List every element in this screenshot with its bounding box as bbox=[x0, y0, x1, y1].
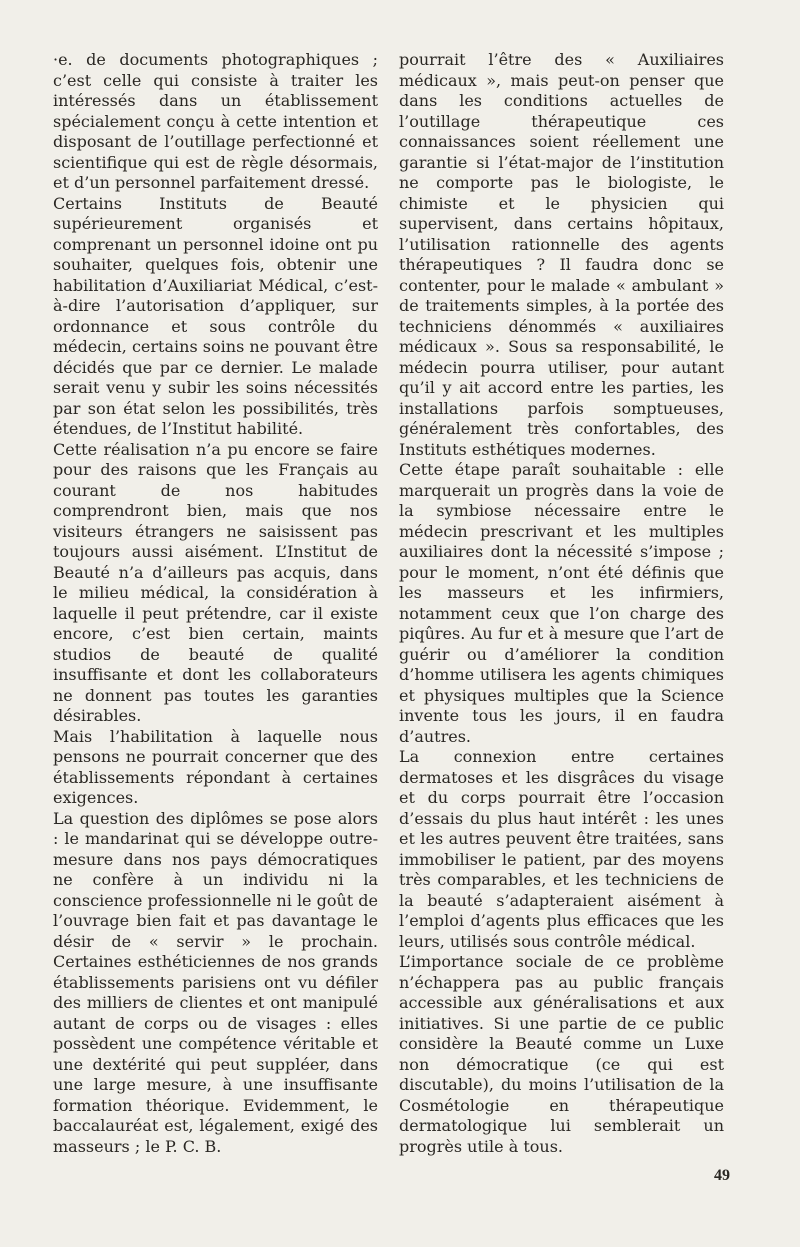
paragraph: La connexion entre certaines dermatoses et les disgrâces du visage et du corps pourrait être l’occasion d’essais du plus haut intérêt : les unes et les autres peuvent être traitées, sans immobiliser le patient, par des moyens très comparables, et les techniciens de la beauté s’adapteraient aisément à l’emploi d’agents plus efficaces que les leurs, utilisés sous contrôle médical. bbox=[399, 747, 724, 951]
paragraph: L’importance sociale de ce problème n’échappera pas au public français accessible aux généralisations et aux initiatives. Si une partie de ce public considère la Beauté comme un Luxe non démocratique (ce qui est discutable), du moins l’utilisation de la Cosmétologie en thérapeutique dermatologique lui semblerait un progrès utile à tous. bbox=[399, 952, 724, 1156]
paragraph: La question des diplômes se pose alors : le mandarinat qui se développe outre-mesure dans nos pays démocratiques ne confère à un individu ni la conscience professionnelle ni le goût de l’ouvrage bien fait et pas davantage le désir de « servir » le prochain. Certaines esthéticiennes de nos grands établissements parisiens ont vu défiler des milliers de clientes et ont manipulé autant de corps ou de visages : elles possèdent une compétence véritable et une dextérité qui peut suppléer, dans une large mesure, à une insuffisante formation théorique. Evidemment, le baccalauréat est, légalement, exigé des masseurs ; le P. C. B. bbox=[53, 808, 379, 1156]
paragraph: Mais l’habilitation à laquelle nous pensons ne pourrait concerner que des établissements répondant à certaines exigences. bbox=[53, 726, 378, 807]
paragraph: pourrait l’être des « Auxiliaires médicaux », mais peut-on penser que dans les conditions actuelles de l’outillage thérapeutique ces connaissances soient réellement une garantie si l’état-major de l’institution ne comporte pas le biologiste, le chimiste et le physicien qui supervisent, dans certains hôpitaux, l’utilisation rationnelle des agents thérapeutiques ? Il faudra donc se contenter, pour le malade « ambulant » de traitements simples, à la portée des techniciens dénommés « auxiliaires médicaux ». Sous sa responsabilité, le médecin pourra utiliser, pour autant qu’il y ait accord entre les parties, les installations parfois somptueuses, généralement très confortables, des Instituts esthétiques modernes. bbox=[399, 50, 724, 459]
paragraph: Cette étape paraît souhaitable : elle marquerait un progrès dans la voie de la symbiose nécessaire entre le médecin prescrivant et les multiples auxiliaires dont la nécessité s’impose ; pour le moment, n’ont été définis que les masseurs et les infirmiers, notamment ceux que l’on charge des piqûres. Au fur et à mesure que l’art de guérir ou d’améliorer la condition d’homme utilisera les agents chimiques et physiques multiples que la Science invente tous les jours, il en faudra d’autres. bbox=[399, 460, 724, 746]
page-number: 49 bbox=[714, 1167, 730, 1184]
paragraph: Certains Instituts de Beauté supérieurement organisés et comprenant un personnel idoine ont pu souhaiter, quelques fois, obtenir une habilitation d’Auxiliariat Médical, c’est-à-dire l’autorisation d’appliquer, sur ordonnance et sous contrôle du médecin, certains soins ne pouvant être décidés que par ce dernier. Le malade serait venu y subir les soins nécessités par son état selon les possibilités, très étendues, de l’Institut habilité. bbox=[53, 193, 378, 438]
right-column bbox=[399, 50, 724, 1157]
paragraph: Cette réalisation n’a pu encore se faire pour des raisons que les Français au courant de nos habitudes comprendront bien, mais que nos visiteurs étrangers ne saisissent pas toujours aussi aisément. L’Institut de Beauté n’a d’ailleurs pas acquis, dans le milieu médical, la considération à laquelle il peut prétendre, car il existe encore, c’est bien certain, maints studios de beauté de qualité insuffisante et dont les collaborateurs ne donnent pas toutes les garanties désirables. bbox=[53, 439, 378, 725]
left-column bbox=[53, 50, 378, 1157]
paragraph: ·e. de documents photographiques ; c’est celle qui consiste à traiter les intéressés dans un établissement spécialement conçu à cette intention et disposant de l’outillage perfectionné et scientifique qui est de règle désormais, et d’un personnel parfaitement dressé. bbox=[53, 50, 378, 192]
